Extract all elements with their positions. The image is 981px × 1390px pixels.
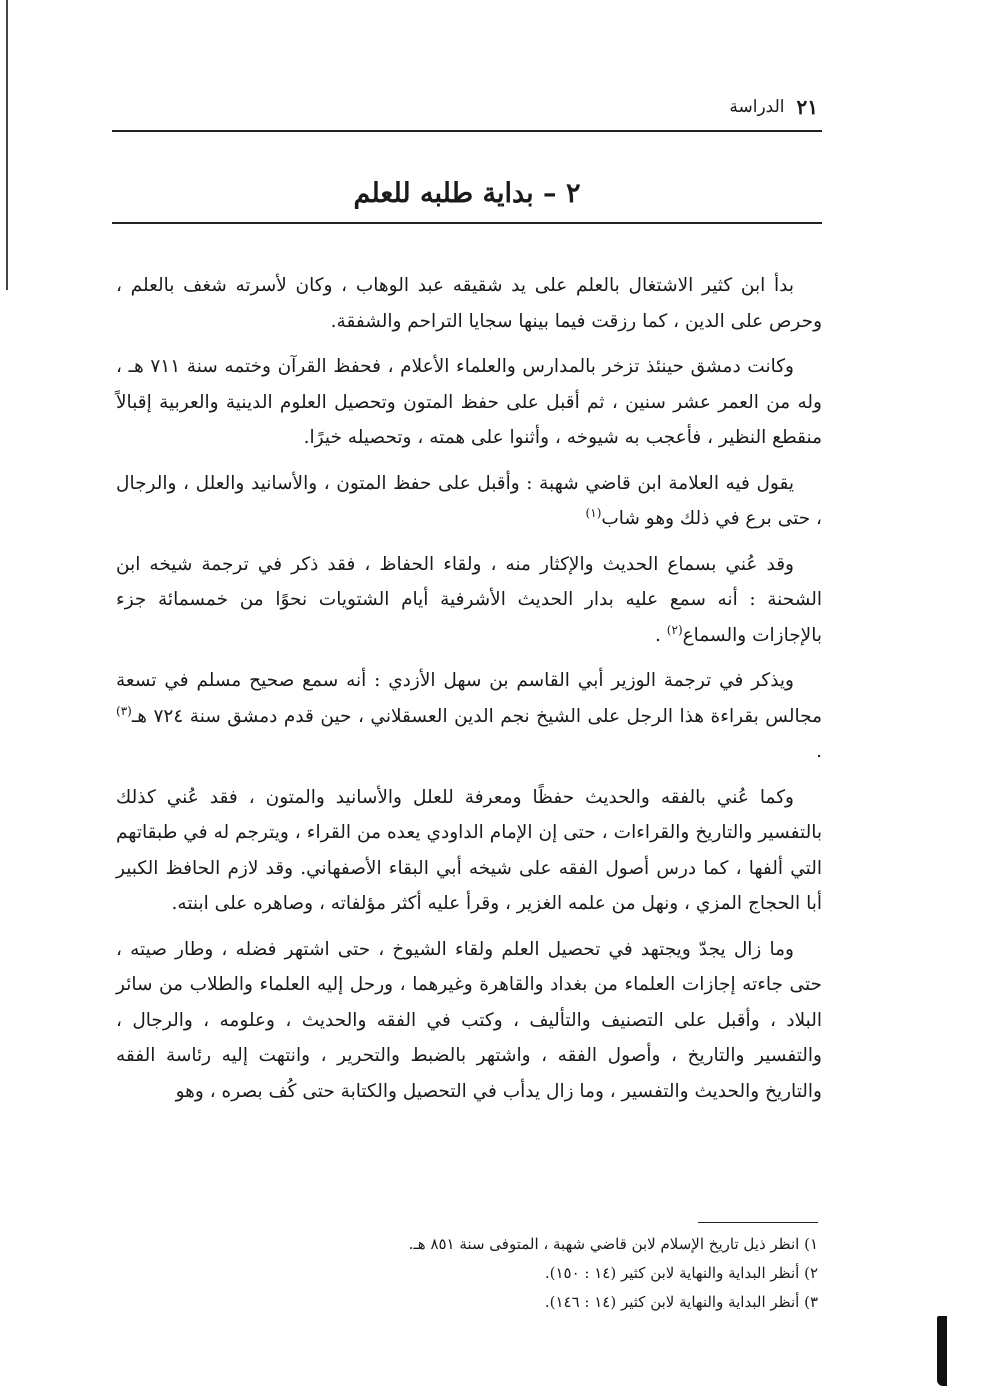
body-text: [116, 268, 822, 1119]
footnote-ref[interactable]: (٣): [116, 703, 132, 718]
footnotes: [116, 1230, 818, 1317]
paragraph: [116, 780, 822, 922]
footnote: ٣) أنظر البداية والنهاية لابن كثير (١٤ : ١٤٦).: [544, 1293, 818, 1311]
paragraph-tail: .: [655, 624, 667, 646]
paragraph-text: ويذكر في ترجمة الوزير أبي القاسم بن سهل الأزدي : أنه سمع صحيح مسلم في تسعة مجالس بقراءة هذا الرجل على الشيخ نجم الدين العسقلاني ، حين قدم دمشق سنة ٧٢٤ هـ: [116, 670, 822, 727]
paragraph: [116, 349, 822, 456]
header-label: الدراسة: [729, 97, 785, 117]
page-number: ٢١: [796, 95, 818, 119]
footnote-rule: [698, 1222, 818, 1223]
footnote-ref[interactable]: (٢): [666, 622, 683, 637]
paragraph-text: وقد عُني بسماع الحديث والإكثار منه ، ولقاء الحفاظ ، فقد ذكر في ترجمة شيخه ابن الشحنة : أنه سمع عليه بدار الحديث الأشرفية أيام الشتويات نحوًا من خمسمائة جزء بالإجازات والسماع: [116, 553, 822, 646]
paragraph: [116, 663, 822, 770]
scan-edge-mark: [6, 0, 8, 290]
header-rule: [112, 130, 822, 132]
paragraph: [116, 268, 822, 339]
paragraph-text: بدأ ابن كثير الاشتغال بالعلم على يد شقيقه عبد الوهاب ، وكان لأسرته شغف بالعلم ، وحرص على الدين ، كما رزقت فيما بينها سجايا التراحم والشفقة.: [116, 275, 822, 332]
paragraph-text: وكانت دمشق حينئذ تزخر بالمدارس والعلماء الأعلام ، فحفظ القرآن وختمه سنة ٧١١ هـ ، وله من العمر عشر سنين ، ثم أقبل على حفظ المتون وتحصيل العلوم الدينية والعربية إقبالاً منقطع النظير ، فأعجب به شيوخه ، وأثنوا على همته ، وتحصيله خيرًا.: [116, 356, 822, 448]
footnote: ١) انظر ذيل تاريخ الإسلام لابن قاضي شهبة ، المتوفى سنة ٨٥١ هـ.: [408, 1235, 818, 1253]
footnote-ref[interactable]: (١): [585, 505, 602, 520]
paragraph: [116, 547, 822, 654]
paragraph: [116, 466, 822, 537]
paragraph-tail: .: [816, 741, 822, 762]
footnote: ٢) أنظر البداية والنهاية لابن كثير (١٤ : ١٥٠).: [544, 1264, 818, 1282]
scan-edge-mark: [937, 1316, 947, 1386]
chapter-title: ٢ – بداية طلبه للعلم: [353, 178, 581, 209]
chapter-rule: [112, 222, 822, 224]
paragraph-text: يقول فيه العلامة ابن قاضي شهبة : وأقبل على حفظ المتون ، والأسانيد والعلل ، والرجال ، حتى برع في ذلك وهو شاب: [116, 472, 822, 529]
paragraph-text: وما زال يجدّ ويجتهد في تحصيل العلم ولقاء الشيوخ ، حتى اشتهر فضله ، وطار صيته ، حتى جاءته إجازات العلماء من بغداد والقاهرة وغيرهما ، ورحل إليه العلماء والطلاب من سائر البلاد ، وأقبل على التصنيف والتأليف ، وكتب في الفقه والحديث ، وعلومه ، والرجال ، والتفسير والتاريخ ، وأصول الفقه ، واشتهر بالضبط والتحرير ، وانتهت إليه رئاسة الفقه والتاريخ والحديث والتفسير ، وما زال يدأب في التحصيل والكتابة حتى كُف بصره ، وهو: [116, 938, 822, 1102]
paragraph: [116, 932, 822, 1110]
paragraph-text: وكما عُني بالفقه والحديث حفظًا ومعرفة للعلل والأسانيد والمتون ، فقد عُني كذلك بالتفسير والتاريخ والقراءات ، حتى إن الإمام الداودي يعده من القراء ، ويترجم له في طبقاتهم التي ألفها ، كما درس أصول الفقه على شيخه أبي البقاء الأصفهاني. وقد لازم الحافظ الكبير أبا الحجاج المزي ، ونهل من علمه الغزير ، وقرأ عليه أكثر مؤلفاته ، وصاهره على ابنته.: [116, 786, 822, 914]
running-header: [118, 92, 818, 122]
